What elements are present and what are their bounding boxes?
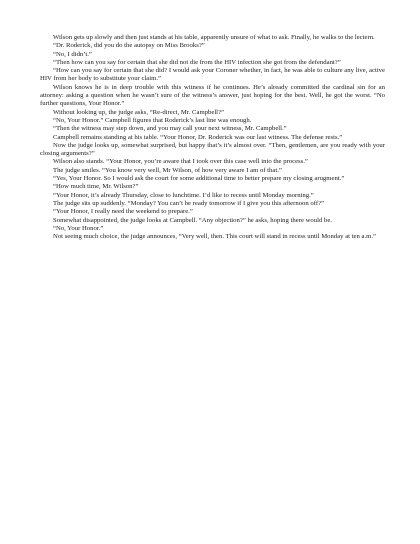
paragraph: “Yes, Your Honor. So I would ask the court for some additional time to better prepare my closing arugment.” (53, 175, 345, 183)
paragraph: Wilson gets up slowly and then just stands at his table, apparently unsure of what to ask. Finally, he walks to the lectern. (53, 34, 375, 41)
paragraph: “How can you say for certain that she did? I would ask your Coroner whether, in fact, he was able to culture any live, active HIV from her body to substitute your claim.” (40, 67, 385, 83)
paragraph: Not seeing much choice, the judge announces, “Very well, then. This court will stand in recess until Monday at ten a.m.” (53, 233, 377, 241)
paragraph: “No, Your Honor.” Campbell figures that Roderick’s last line was enough. (53, 116, 252, 124)
paragraph: Without looking up, the judge asks, “Re-direct, Mr. Campbell?” (53, 108, 224, 116)
paragraph: Wilson also stands. “Your Honor, you’re aware that I took over this case well into the process.” (53, 158, 308, 166)
paragraph: Campbell remains standing at his table. “Your Honor, Dr. Roderick was our last witness. The defense rests.” (53, 133, 343, 141)
paragraph: The judge smiles. “You know very well, Mr Wilson, of how very aware I am of that.” (53, 166, 282, 174)
paragraph: The judge sits up suddenly. “Monday? You can’t be ready tomorrow if I give you this afternoon off?” (53, 199, 325, 207)
paragraph: “Dr. Roderick, did you do the autopsy on Miss Brooks?” (53, 42, 205, 50)
paragraph: Somewhat disappointed, the judge looks at Campbell. “Any objection?” he asks, hoping there would be. (53, 216, 332, 224)
paragraph: “How much time, Mr. Wilson?” (53, 183, 139, 191)
paragraph: Now the judge looks up, somewhat surprised, but happy that’s it’s almost over. “Then, gentlemen, are you ready with your closing arguments?” (40, 141, 385, 158)
paragraph: “Your Honor, I really need the weekend to prepare.” (53, 208, 193, 216)
paragraph: “Then the witness may step down, and you may call your next witness, Mr. Campbell.” (53, 125, 287, 133)
paragraph: “No, I didn’t.” (53, 50, 92, 58)
paragraph: Wilson knows he is in deep trouble with this witness if he continues. He’s already committed the cardinal sin for an attorney: asking a question when he wasn’t sure of the witness’s answer, just hoping for the best. Well, he got the worst. “No further questions, Your Honor.” (40, 83, 385, 108)
document-page (40, 34, 385, 241)
paragraph: “No, Your Honor.” (53, 224, 104, 232)
paragraph: “Your Honor, it’s already Thursday, close to lunchtime. I’d like to recess until Monday morning.” (53, 191, 314, 199)
paragraph: “Then how can you say for certain that she did not die from the HIV infection she got from the defendant?” (53, 58, 341, 66)
